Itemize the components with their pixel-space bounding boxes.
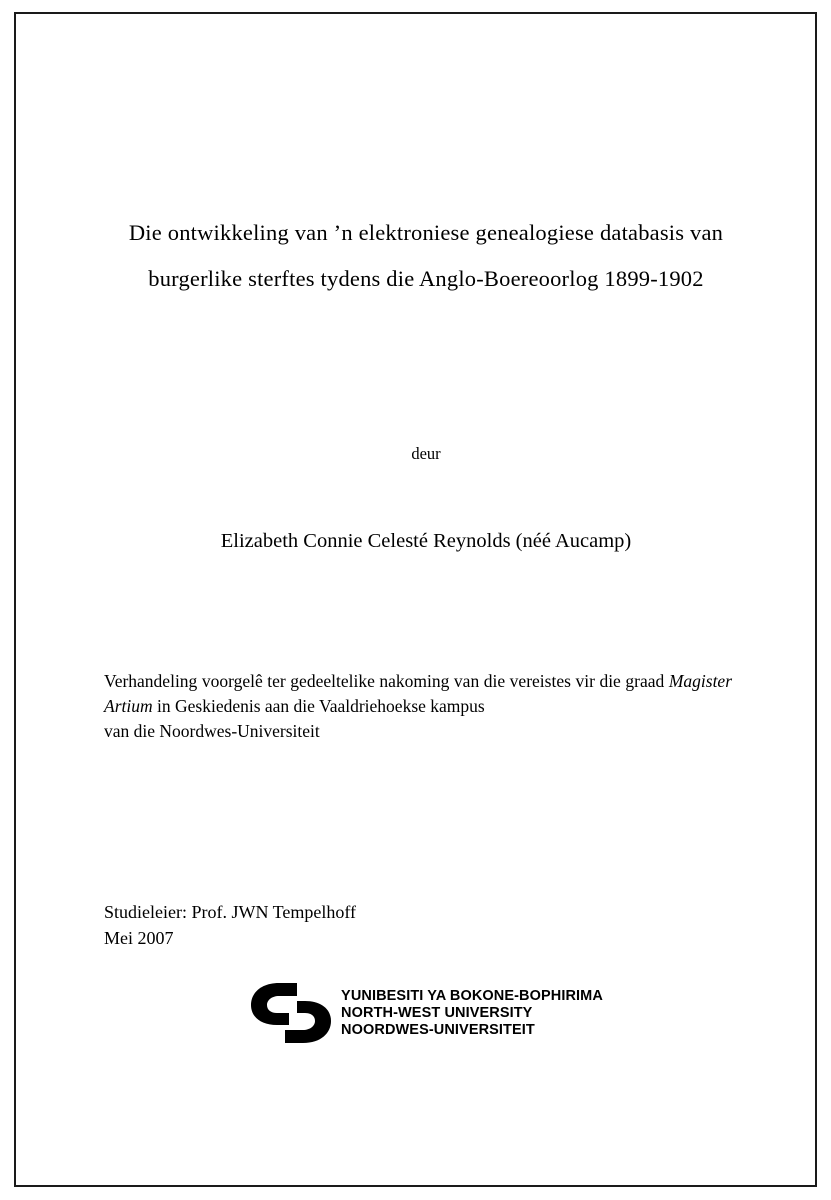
byline-label: deur bbox=[411, 444, 441, 463]
statement-line-2-prefix: graad bbox=[625, 671, 669, 691]
degree-name: Magister Artium bbox=[104, 671, 733, 716]
university-logo bbox=[102, 979, 750, 1047]
date-line: Mei 2007 bbox=[104, 928, 174, 948]
page-title bbox=[102, 210, 750, 302]
degree-statement bbox=[104, 669, 732, 744]
university-logo-text bbox=[341, 988, 603, 1039]
statement-line-3: van die Noordwes-Universiteit bbox=[104, 721, 320, 741]
statement-line-1: Verhandeling voorgelê ter gedeeltelike nakoming van die vereistes vir die bbox=[104, 671, 621, 691]
logo-text-line-3: NOORDWES-UNIVERSITEIT bbox=[341, 1021, 535, 1038]
north-west-university-logo-mark-icon bbox=[249, 979, 333, 1047]
title-page-content bbox=[102, 14, 750, 1185]
logo-text-line-1: YUNIBESITI YA BOKONE-BOPHIRIMA bbox=[341, 987, 603, 1004]
statement-line-2-suffix: in Geskiedenis aan die Vaaldriehoekse kampus bbox=[152, 696, 485, 716]
supervisor-block bbox=[104, 899, 704, 951]
author-name: Elizabeth Connie Celesté Reynolds (néé Aucamp) bbox=[220, 530, 632, 552]
title-page-sheet bbox=[16, 14, 815, 1185]
title-line-2: burgerlike sterftes tydens die Anglo-Boereoorlog 1899-1902 bbox=[148, 266, 704, 291]
logo-text-line-2: NORTH-WEST UNIVERSITY bbox=[341, 1004, 533, 1021]
supervisor-line: Studieleier: Prof. JWN Tempelhoff bbox=[104, 902, 357, 922]
title-line-1: Die ontwikkeling van ’n elektroniese genealogiese databasis van bbox=[128, 220, 724, 245]
